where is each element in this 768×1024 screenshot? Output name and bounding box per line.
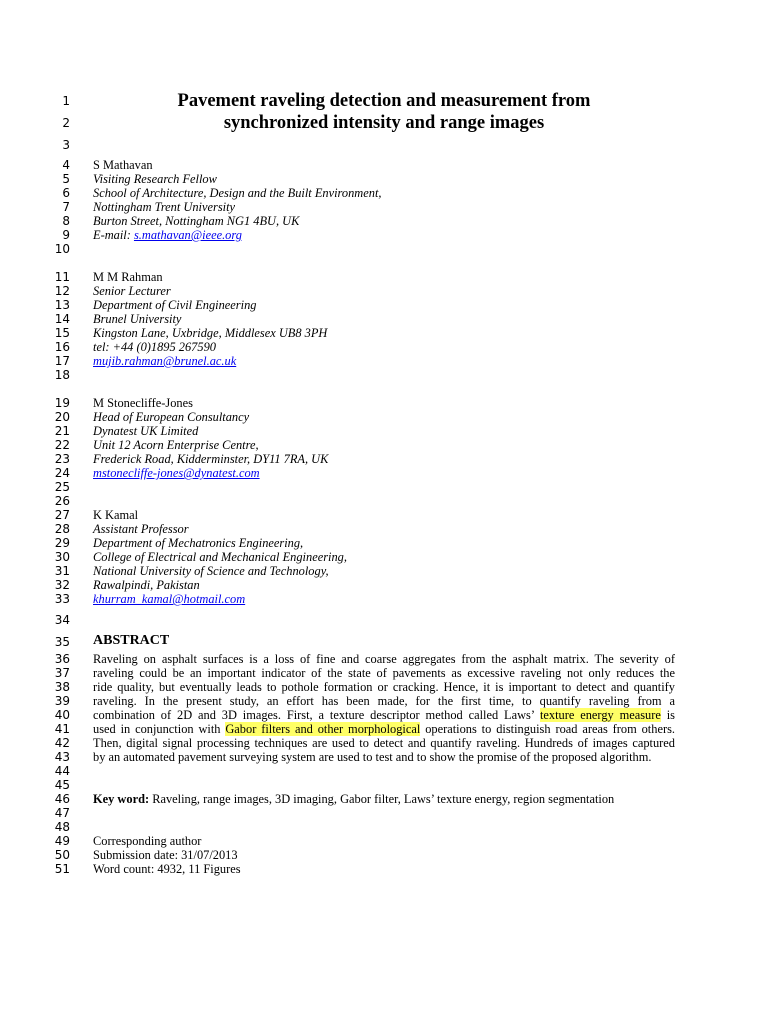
abstract-line: Raveling on asphalt surfaces is a loss of fine and coarse aggregates from the asphalt matrix. The severity of [93,652,675,666]
line-number: 33 [54,592,70,606]
line-number: 41 [54,722,70,736]
abstract-line: Then, digital signal processing techniques are used to detect and quantify raveling. Hundreds of images captured [93,736,675,750]
abstract-line: raveling. In the present study, an effort has been made, for the first time, to quantify raveling from a [93,694,675,708]
author-email-link[interactable]: mstonecliffe-jones@dynatest.com [93,466,260,480]
author-name: M M Rahman [93,270,163,284]
line-number: 28 [54,522,70,536]
author-email-line [93,228,242,242]
line-number: 5 [62,172,70,186]
line-number: 36 [54,652,70,666]
author-affiliation: National University of Science and Technology, [93,564,329,578]
author-email-link[interactable]: mujib.rahman@brunel.ac.uk [93,354,237,368]
line-number: 9 [62,228,70,242]
line-number: 42 [54,736,70,750]
line-number: 21 [54,424,70,438]
line-number: 44 [54,764,70,778]
keywords-text: Raveling, range images, 3D imaging, Gabor filter, Laws’ texture energy, region segmentation [149,792,615,806]
abstract-text: operations to distinguish road areas from others. [420,722,675,736]
abstract-text: used in conjunction with [93,722,226,736]
abstract-text: combination of 2D and 3D images. First, a texture descriptor method called Laws’ [93,708,540,722]
author-phone: tel: +44 (0)1895 267590 [93,340,216,354]
line-number: 47 [54,806,70,820]
line-number: 18 [54,368,70,382]
paper-title-line-2: synchronized intensity and range images [223,113,545,133]
line-number: 26 [54,494,70,508]
abstract-line [93,708,675,722]
abstract-line: raveling could be an important indicator of the state of pavements as excessive raveling not only reduces the [93,666,675,680]
author-name: S Mathavan [93,158,153,172]
line-number: 12 [54,284,70,298]
line-number: 11 [54,270,70,284]
line-number: 50 [54,848,70,862]
line-number: 2 [62,116,70,130]
line-number: 13 [54,298,70,312]
line-number: 19 [54,396,70,410]
line-number: 25 [54,480,70,494]
line-number: 45 [54,778,70,792]
line-number: 38 [54,680,70,694]
line-number: 20 [54,410,70,424]
line-number: 43 [54,750,70,764]
line-number: 10 [54,242,70,256]
author-affiliation: Dynatest UK Limited [93,424,199,438]
abstract-line: by an automated pavement surveying system are used to test and to show the promise of the proposed algorithm. [93,750,652,764]
abstract-heading: ABSTRACT [93,633,170,648]
author-name: M Stonecliffe-Jones [93,396,193,410]
line-number: 32 [54,578,70,592]
author-affiliation: Department of Mechatronics Engineering, [93,536,304,550]
line-number: 3 [62,138,70,152]
word-count: Word count: 4932, 11 Figures [93,862,241,876]
line-number: 15 [54,326,70,340]
author-affiliation: Rawalpindi, Pakistan [93,578,200,592]
author-position: Visiting Research Fellow [93,172,217,186]
line-number: 37 [54,666,70,680]
line-number: 22 [54,438,70,452]
keywords-line [93,792,614,806]
corresponding-author: Corresponding author [93,834,202,848]
line-number: 46 [54,792,70,806]
author-name: K Kamal [93,508,139,522]
author-position: Head of European Consultancy [93,410,250,424]
line-number: 6 [62,186,70,200]
author-position: Senior Lecturer [93,284,171,298]
line-number: 23 [54,452,70,466]
line-number: 40 [54,708,70,722]
line-number: 4 [62,158,70,172]
line-number: 16 [54,340,70,354]
line-number: 1 [62,94,70,108]
email-prefix: E-mail: [93,228,134,242]
author-email-link[interactable]: khurram_kamal@hotmail.com [93,592,246,606]
line-number: 35 [54,635,70,649]
line-number: 7 [62,200,70,214]
author-affiliation: Nottingham Trent University [93,200,236,214]
line-number: 49 [54,834,70,848]
author-affiliation: Frederick Road, Kidderminster, DY11 7RA, UK [93,452,329,466]
line-number: 39 [54,694,70,708]
line-number: 34 [54,613,70,627]
abstract-line: ride quality, but eventually leads to pothole formation or cracking. Hence, it is important to detect and quantify [93,680,675,694]
line-number: 17 [54,354,70,368]
author-affiliation: Burton Street, Nottingham NG1 4BU, UK [93,214,300,228]
author-affiliation: Kingston Lane, Uxbridge, Middlesex UB8 3PH [93,326,328,340]
author-affiliation: College of Electrical and Mechanical Engineering, [93,550,347,564]
author-affiliation: Department of Civil Engineering [93,298,257,312]
line-number: 24 [54,466,70,480]
line-number: 31 [54,564,70,578]
line-number: 48 [54,820,70,834]
author-email-link[interactable]: s.mathavan@ieee.org [133,228,242,242]
line-number: 14 [54,312,70,326]
highlighted-text: texture energy measure [539,708,661,722]
abstract-line [93,722,675,736]
paper-title-line-1: Pavement raveling detection and measurement from [177,91,591,111]
author-affiliation: Unit 12 Acorn Enterprise Centre, [93,438,259,452]
keywords-label: Key word: [93,792,150,806]
line-number: 51 [54,862,70,876]
highlighted-text: Gabor filters and other morphological [225,722,421,736]
line-number: 27 [54,508,70,522]
submission-date: Submission date: 31/07/2013 [93,848,238,862]
line-number: 8 [62,214,70,228]
abstract-text: is [660,708,675,722]
line-number: 30 [54,550,70,564]
author-position: Assistant Professor [93,522,189,536]
author-affiliation: Brunel University [93,312,182,326]
line-number: 29 [54,536,70,550]
author-affiliation: School of Architecture, Design and the Built Environment, [93,186,382,200]
